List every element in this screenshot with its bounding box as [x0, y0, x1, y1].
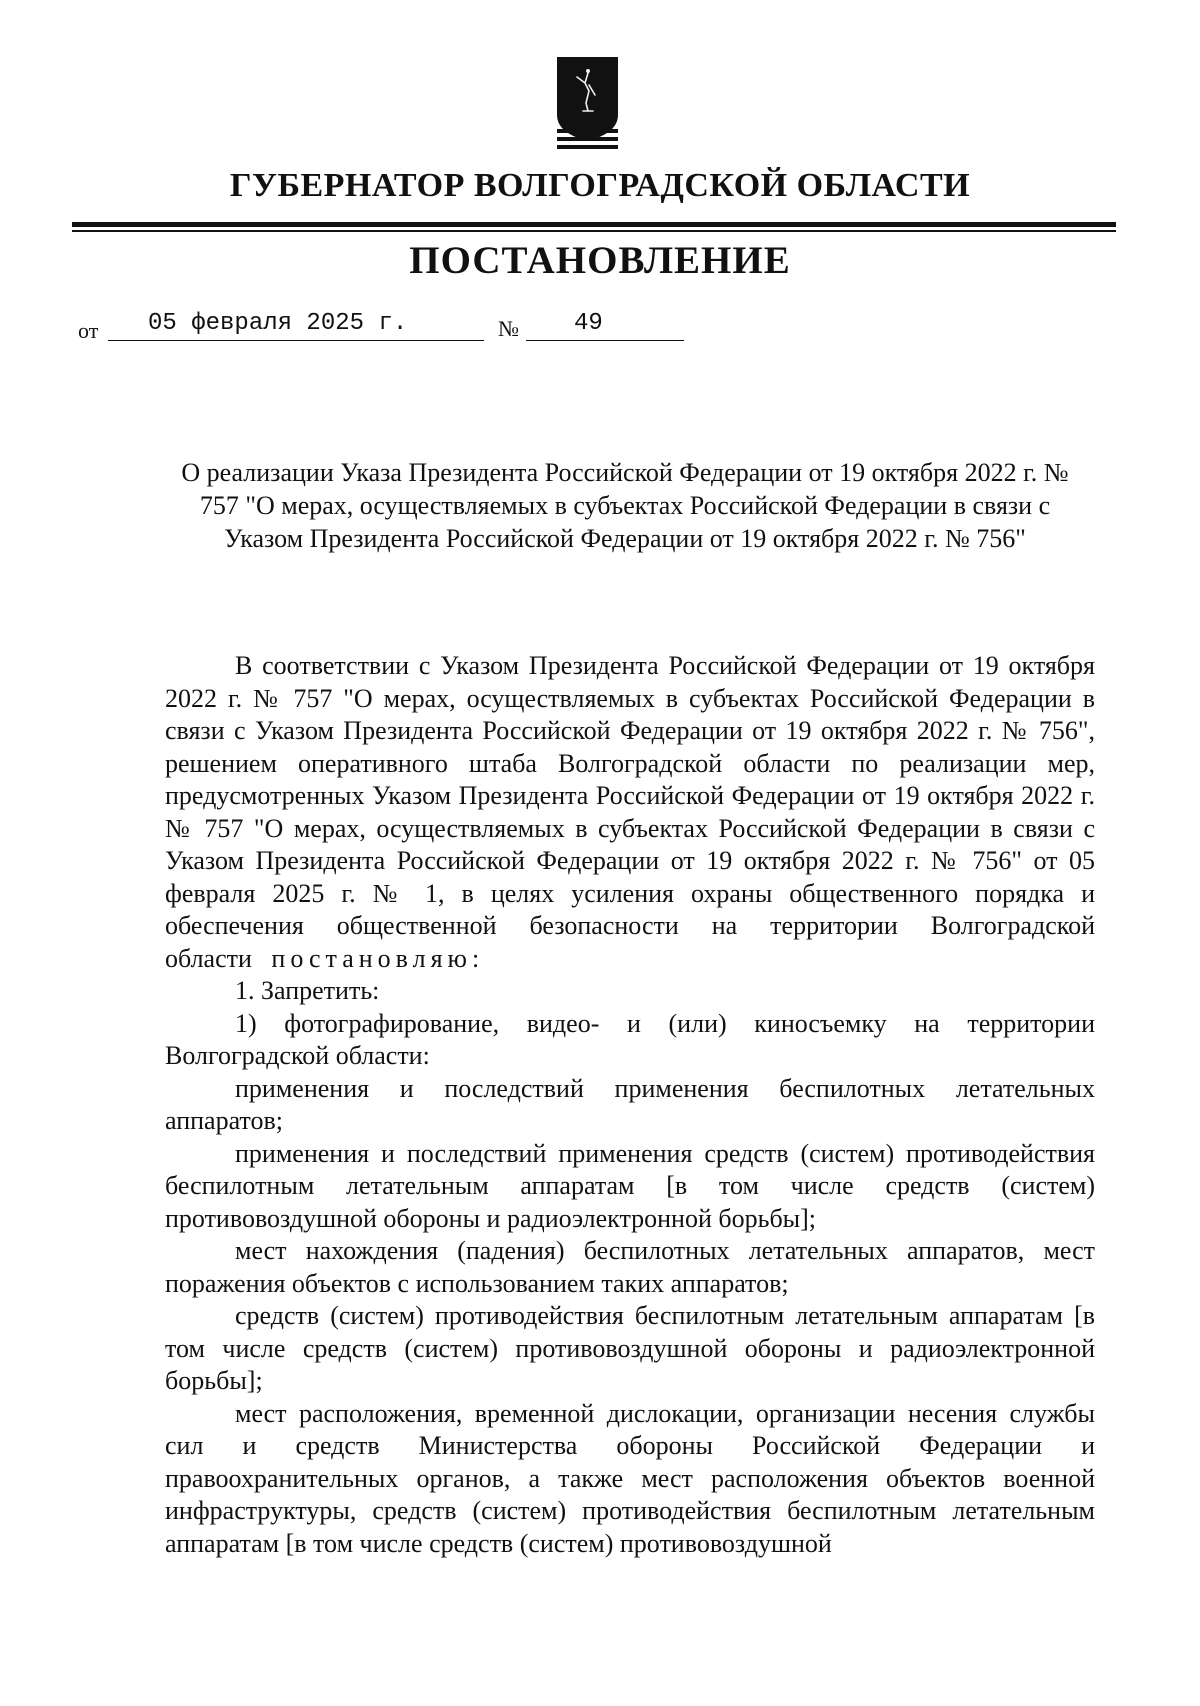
subitem-4: средств (систем) противодействия беспилотным летательным аппаратам [в том числе средств (систем) противовоздушной обороны и радиоэлектронной борьбы]; [165, 1301, 1095, 1395]
date-from-label: от [78, 318, 99, 343]
subitem-3: мест нахождения (падения) беспилотных летательных аппаратов, мест поражения объектов с использованием таких аппаратов; [165, 1236, 1095, 1298]
subitem-2: применения и последствий применения средств (систем) противодействия беспилотным летательным аппаратам [в том числе средств (систем) противовоздушной обороны и радиоэлектронной борьбы]; [165, 1138, 1095, 1233]
document-number: 49 [526, 308, 684, 341]
item-1-1: 1) фотографирование, видео- и (или) киносъемку на территории Волгоградской области: [165, 1008, 1095, 1070]
document-date: 05 февраля 2025 г. [108, 308, 484, 341]
header-rule-thick [72, 222, 1116, 227]
document-subject: О реализации Указа Президента Российской Федерации от 19 октября 2022 г. № 757 "О мерах, осуществляемых в субъектах Российской Федерации в связи с Указом Президента Российской Федерации от 19 октября 2022 г. № 756" [181, 458, 1069, 553]
subitem-5: мест расположения, временной дислокации, организации несения службы сил и средств Министерства обороны Российской Федерации и правоохранительных органов, а также мест расположения объектов военной инфраструктуры, средств (систем) противодействия беспилотным летательным аппаратам [в том числе средств (систем) противовоздушной [165, 1398, 1095, 1558]
coat-of-arms-icon [555, 55, 620, 151]
number-label: № [498, 316, 519, 341]
item-1: 1. Запретить: [235, 976, 380, 1005]
issuing-authority: ГУБЕРНАТОР ВОЛГОГРАДСКОЙ ОБЛАСТИ [229, 167, 971, 204]
document-dateline [0, 308, 1200, 348]
decree-word: постановляю: [271, 943, 485, 973]
preamble-text: В соответствии с Указом Президента Российской Федерации от 19 октября 2022 г. № 757 "О мерах, осуществляемых в субъектах Российской Федерации в связи с Указом Президента Российской Федерации от 19 октября 2022 г. № 756", решением оперативного штаба Волгоградской области по реализации мер, предусмотренных Указом Президента Российской Федерации от 19 октября 2022 г. № 757 "О мерах, осуществляемых в субъектах Российской Федерации в связи с Указом Президента Российской Федерации от 19 октября 2022 г. № 756" от 05 февраля 2025 г. № 1, в целях усиления охраны общественного порядка и обеспечения общественной безопасности на территории Волгоградской области [165, 651, 1095, 973]
preamble-paragraph [165, 650, 1095, 975]
header-rule-thin [72, 230, 1116, 232]
document-type: ПОСТАНОВЛЕНИЕ [409, 239, 791, 282]
document-body [165, 650, 1095, 1560]
subitem-1: применения и последствий применения беспилотных летательных аппаратов; [165, 1073, 1095, 1135]
